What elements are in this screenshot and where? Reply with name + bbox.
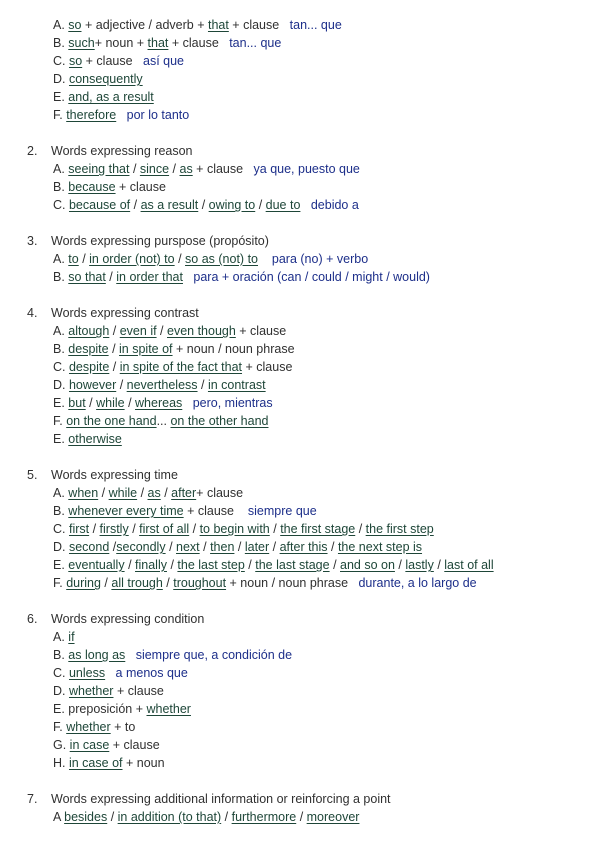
plain-text: + noun + — [94, 36, 148, 50]
item-letter: A. — [53, 486, 69, 500]
list-item — [53, 556, 494, 574]
section-number: 5. — [27, 468, 38, 482]
section-heading — [27, 304, 199, 322]
connector-term: the next step is — [337, 540, 423, 554]
list-item — [53, 700, 191, 718]
plain-text: / — [221, 810, 232, 824]
connector-term: eventually — [68, 558, 125, 572]
connector-term: since — [139, 162, 170, 176]
connector-term: despite — [68, 360, 110, 374]
plain-text: / — [124, 558, 136, 572]
connector-term: unless — [68, 666, 106, 680]
list-item — [53, 250, 368, 268]
plain-text: preposición + — [68, 702, 147, 716]
plain-text: / — [105, 270, 117, 284]
connector-term: because — [68, 180, 116, 194]
plain-text: / — [109, 540, 117, 554]
plain-text: / — [130, 198, 141, 212]
list-item — [53, 196, 359, 214]
spanish-translation: así que — [143, 54, 185, 68]
spanish-translation: siempre que, a condición de — [135, 648, 293, 662]
plain-text: Words expressing reason — [51, 144, 193, 158]
plain-text — [105, 666, 115, 680]
list-item — [53, 646, 292, 664]
plain-text: + clause — [196, 486, 244, 500]
plain-text: / — [100, 576, 112, 590]
plain-text: + clause — [242, 360, 293, 374]
connector-term: next — [176, 540, 200, 554]
spanish-translation: pero, mientras — [192, 396, 273, 410]
connector-term: moreover — [306, 810, 360, 824]
item-letter: D. — [53, 378, 69, 392]
list-item — [53, 394, 273, 412]
list-item — [53, 808, 359, 826]
list-item — [53, 358, 292, 376]
item-letter: B. — [53, 648, 69, 662]
connector-term: as — [179, 162, 193, 176]
item-letter: B. — [53, 270, 69, 284]
connector-term: while — [108, 486, 138, 500]
plain-text — [182, 396, 192, 410]
plain-text: / — [109, 360, 120, 374]
connector-term: but — [68, 396, 86, 410]
list-item — [53, 88, 154, 106]
connector-term: last of all — [444, 558, 494, 572]
item-letter: E. — [53, 702, 69, 716]
item-letter: B. — [53, 504, 69, 518]
item-letter: A. — [53, 162, 69, 176]
plain-text — [116, 108, 126, 122]
connector-term: due to — [265, 198, 301, 212]
connector-term: later — [244, 540, 270, 554]
connector-term: besides — [64, 810, 108, 824]
plain-text: / — [128, 522, 140, 536]
plain-text: + clause — [109, 738, 160, 752]
connector-term: in order (not) to — [89, 252, 175, 266]
section-number: 6. — [27, 612, 38, 626]
connector-term: after — [171, 486, 197, 500]
connector-term: consequently — [68, 72, 143, 86]
plain-text: / — [433, 558, 445, 572]
plain-text: / — [78, 252, 90, 266]
plain-text: / — [269, 540, 280, 554]
connector-term: in spite of — [119, 342, 173, 356]
spanish-translation: para + oración (can / could / might / would) — [193, 270, 430, 284]
connector-term: whereas — [135, 396, 183, 410]
plain-text: + clause — [168, 36, 230, 50]
connector-term: second — [68, 540, 110, 554]
item-letter: G. — [53, 738, 70, 752]
plain-text: Words expressing contrast — [51, 306, 199, 320]
connector-term: on the other hand — [170, 414, 269, 428]
plain-text: + noun — [122, 756, 165, 770]
plain-text: / — [107, 810, 118, 824]
plain-text: / — [269, 522, 281, 536]
list-item — [53, 682, 164, 700]
connector-term: in order that — [116, 270, 183, 284]
spanish-translation: a menos que — [115, 666, 188, 680]
plain-text: / — [165, 540, 177, 554]
connector-term: owing to — [208, 198, 256, 212]
list-item — [53, 376, 266, 394]
connector-term: that — [147, 36, 169, 50]
connector-term: all trough — [111, 576, 163, 590]
list-item — [53, 754, 165, 772]
item-letter: D. — [53, 72, 69, 86]
connector-term: on the one hand — [66, 414, 157, 428]
plain-text: / — [234, 540, 245, 554]
connector-term: lastly — [405, 558, 434, 572]
connector-term: to begin with — [199, 522, 270, 536]
connector-term: if — [68, 630, 75, 644]
list-item — [53, 484, 243, 502]
plain-text — [300, 198, 310, 212]
plain-text: + noun / noun phrase — [226, 576, 359, 590]
list-item — [53, 34, 281, 52]
list-item — [53, 736, 160, 754]
section-heading — [27, 232, 269, 250]
item-letter: B. — [53, 180, 69, 194]
list-item — [53, 628, 75, 646]
list-item — [53, 664, 188, 682]
connector-term: so — [68, 18, 82, 32]
list-item — [53, 160, 360, 178]
plain-text: Words expressing additional information or reinforcing a point — [51, 792, 391, 806]
plain-text: + clause — [228, 18, 290, 32]
plain-text: / — [355, 522, 366, 536]
connector-term: first of all — [139, 522, 190, 536]
item-letter: C. — [53, 360, 69, 374]
item-letter: E. — [53, 396, 69, 410]
section-number: 7. — [27, 792, 38, 806]
list-item — [53, 322, 286, 340]
plain-text: / — [108, 342, 120, 356]
connector-term: whenever every time — [68, 504, 184, 518]
connector-term: as long as — [68, 648, 126, 662]
list-item — [53, 430, 122, 448]
list-item — [53, 538, 422, 556]
connector-term: so that — [68, 270, 106, 284]
connector-term: troughout — [173, 576, 227, 590]
connector-term: in case — [69, 738, 110, 752]
item-letter: C. — [53, 522, 69, 536]
plain-text — [258, 252, 272, 266]
section-heading — [27, 610, 204, 628]
connector-term: after this — [279, 540, 328, 554]
plain-text: / — [199, 540, 211, 554]
plain-text: / — [329, 558, 341, 572]
connector-term: therefore — [66, 108, 117, 122]
section-heading — [27, 466, 178, 484]
item-letter: F. — [53, 108, 67, 122]
connector-term: altough — [68, 324, 110, 338]
item-letter: H. — [53, 756, 69, 770]
connector-term: and so on — [340, 558, 395, 572]
item-letter: F. — [53, 414, 67, 428]
item-letter: A. — [53, 252, 69, 266]
connector-term: that — [207, 18, 229, 32]
connector-term: in case of — [68, 756, 123, 770]
connector-term: in contrast — [207, 378, 266, 392]
plain-text: / — [89, 522, 100, 536]
item-letter: D. — [53, 540, 69, 554]
connector-term: during — [66, 576, 101, 590]
list-item — [53, 106, 189, 124]
list-item — [53, 16, 342, 34]
list-item — [53, 502, 317, 520]
plain-text: ... — [156, 414, 171, 428]
connector-term: because of — [68, 198, 131, 212]
plain-text: + noun / noun phrase — [172, 342, 295, 356]
spanish-translation: tan... que — [289, 18, 342, 32]
item-letter: A — [53, 810, 65, 824]
connector-term: in spite of the fact that — [119, 360, 243, 374]
item-letter: E. — [53, 90, 69, 104]
plain-text: + clause — [82, 54, 143, 68]
list-item — [53, 52, 184, 70]
plain-text: / — [162, 576, 174, 590]
list-item — [53, 268, 430, 286]
plain-text: / — [156, 324, 167, 338]
plain-text — [183, 270, 193, 284]
plain-text: / — [394, 558, 406, 572]
connector-term: to — [68, 252, 79, 266]
connector-term: even if — [119, 324, 157, 338]
spanish-translation: debido a — [310, 198, 359, 212]
connector-term: first — [68, 522, 90, 536]
plain-text: + clause — [235, 324, 287, 338]
item-letter: C. — [53, 666, 69, 680]
plain-text: / — [116, 378, 127, 392]
plain-text: + to — [110, 720, 136, 734]
connector-term: as a result — [140, 198, 199, 212]
plain-text: / — [296, 810, 307, 824]
connector-term: even though — [167, 324, 236, 338]
plain-text: / — [137, 486, 148, 500]
item-letter: F. — [53, 720, 67, 734]
plain-text: / — [244, 558, 256, 572]
connector-term: whether — [146, 702, 191, 716]
item-letter: C. — [53, 198, 69, 212]
item-letter: B. — [53, 36, 69, 50]
connector-term: and, as a result — [68, 90, 154, 104]
section-heading — [27, 142, 193, 160]
plain-text: Words expressing time — [51, 468, 178, 482]
plain-text: / — [255, 198, 266, 212]
section-number: 4. — [27, 306, 38, 320]
item-letter: C. — [53, 54, 69, 68]
plain-text: + clause — [192, 162, 254, 176]
connector-term: despite — [68, 342, 109, 356]
connector-term: the first stage — [280, 522, 356, 536]
connector-term: whether — [66, 720, 111, 734]
item-letter: A. — [53, 324, 69, 338]
connector-term: otherwise — [68, 432, 122, 446]
list-item — [53, 718, 135, 736]
connector-term: then — [210, 540, 235, 554]
plain-text: / — [174, 252, 186, 266]
plain-text: / — [166, 558, 178, 572]
plain-text: / — [124, 396, 136, 410]
list-item — [53, 70, 143, 88]
plain-text: / — [129, 162, 140, 176]
connector-term: such — [68, 36, 95, 50]
connector-term: so — [68, 54, 83, 68]
plain-text: / — [85, 396, 97, 410]
connector-term: however — [68, 378, 117, 392]
connector-term: the first step — [365, 522, 434, 536]
list-item — [53, 178, 166, 196]
section-heading — [27, 790, 391, 808]
list-item — [53, 412, 268, 430]
section-number: 3. — [27, 234, 38, 248]
plain-text: / — [327, 540, 338, 554]
spanish-translation: durante, a lo largo de — [358, 576, 477, 590]
connector-term: the last stage — [255, 558, 330, 572]
connector-term: as — [147, 486, 161, 500]
spanish-translation: tan... que — [229, 36, 282, 50]
item-letter: B. — [53, 342, 69, 356]
plain-text: + clause — [115, 180, 166, 194]
connector-term: nevertheless — [126, 378, 198, 392]
connector-term: so as (not) to — [185, 252, 258, 266]
plain-text: / — [197, 378, 208, 392]
plain-text: Words expressing condition — [51, 612, 205, 626]
spanish-translation: por lo tanto — [126, 108, 190, 122]
plain-text: / — [169, 162, 180, 176]
connector-term: in addition (to that) — [117, 810, 222, 824]
item-letter: A. — [53, 18, 69, 32]
connector-term: when — [68, 486, 99, 500]
plain-text: / — [109, 324, 120, 338]
connector-term: firstly — [99, 522, 129, 536]
item-letter: E. — [53, 558, 69, 572]
spanish-translation: ya que, puesto que — [253, 162, 360, 176]
plain-text: + adjective / adverb + — [81, 18, 208, 32]
spanish-translation: siempre que — [247, 504, 317, 518]
connector-term: finally — [135, 558, 167, 572]
connector-term: whether — [68, 684, 114, 698]
connector-term: furthermore — [231, 810, 297, 824]
list-item — [53, 520, 434, 538]
item-letter: D. — [53, 684, 69, 698]
list-item — [53, 574, 477, 592]
plain-text — [125, 648, 135, 662]
connector-term: the last step — [177, 558, 245, 572]
plain-text: / — [98, 486, 109, 500]
plain-text: / — [189, 522, 200, 536]
plain-text: + clause — [113, 684, 164, 698]
item-letter: F. — [53, 576, 67, 590]
plain-text: + clause — [183, 504, 248, 518]
connector-term: while — [96, 396, 125, 410]
item-letter: E. — [53, 432, 69, 446]
plain-text: / — [198, 198, 209, 212]
connector-term: secondly — [116, 540, 166, 554]
list-item — [53, 340, 295, 358]
plain-text: Words expressing purspose (propósito) — [51, 234, 269, 248]
connector-term: seeing that — [68, 162, 130, 176]
section-number: 2. — [27, 144, 38, 158]
plain-text: / — [160, 486, 172, 500]
item-letter: A. — [53, 630, 69, 644]
spanish-translation: para (no) + verbo — [271, 252, 369, 266]
